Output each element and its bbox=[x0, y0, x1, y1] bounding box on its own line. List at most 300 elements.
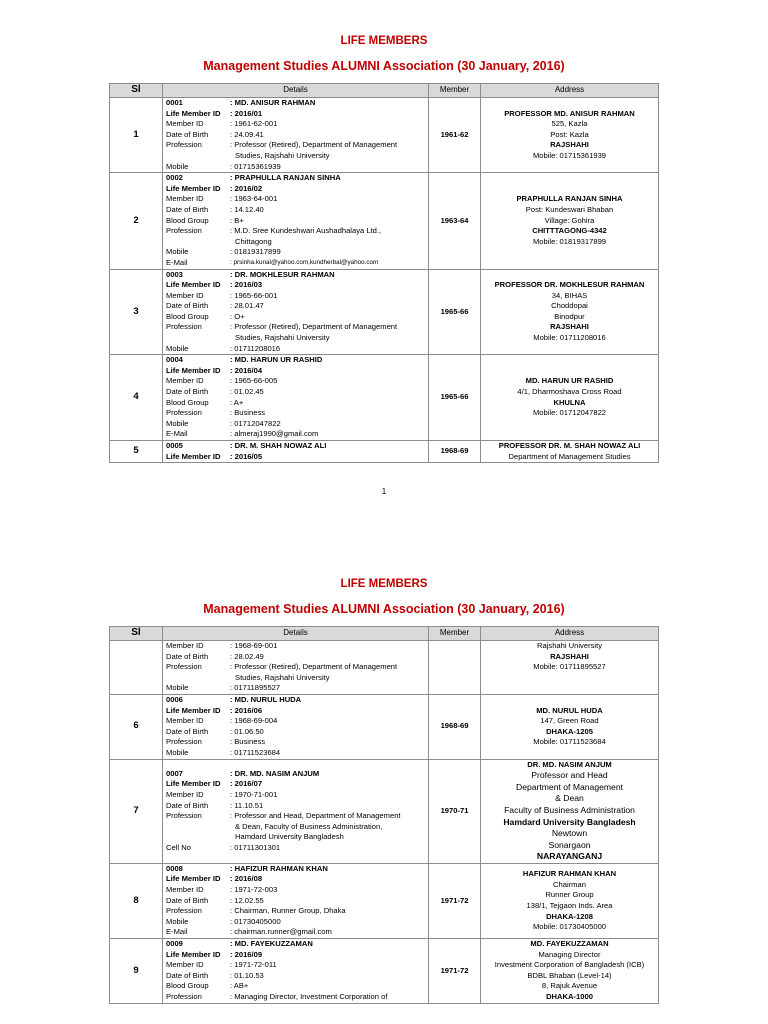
address-line: MD. NURUL HUDA bbox=[536, 705, 603, 715]
detail-line bbox=[166, 280, 428, 291]
detail-value: : MD. NURUL HUDA bbox=[230, 694, 302, 704]
detail-label: E-Mail bbox=[166, 257, 188, 267]
row-address bbox=[481, 863, 659, 938]
detail-line bbox=[166, 216, 428, 227]
detail-line bbox=[166, 939, 428, 950]
detail-label: Member ID bbox=[166, 885, 204, 895]
detail-line bbox=[166, 130, 428, 141]
detail-value: : 01711523684 bbox=[230, 747, 281, 757]
detail-line bbox=[166, 173, 428, 184]
row-address bbox=[481, 173, 659, 269]
address-line: Post: Kazla bbox=[550, 129, 589, 139]
detail-line bbox=[166, 355, 428, 366]
detail-value: : chairman.runner@gmail.com bbox=[230, 927, 332, 937]
page-subtitle: Management Studies ALUMNI Association (30 January, 2016) bbox=[203, 602, 565, 616]
detail-label: E-Mail bbox=[166, 927, 188, 937]
detail-label: Date of Birth bbox=[166, 800, 209, 810]
detail-label: Blood Group bbox=[166, 981, 209, 991]
row-sl: 4 bbox=[110, 355, 163, 441]
address-line: Newtown bbox=[551, 828, 588, 839]
detail-label: Life Member ID bbox=[166, 451, 221, 461]
detail-line bbox=[166, 874, 428, 885]
detail-value: : Professor (Retired), Department of Management bbox=[230, 140, 398, 150]
detail-line bbox=[166, 790, 428, 801]
detail-line bbox=[166, 429, 428, 440]
row-details bbox=[163, 269, 429, 355]
detail-line bbox=[166, 950, 428, 961]
address-line: HAFIZUR RAHMAN KHAN bbox=[522, 869, 617, 879]
detail-value: : HAFIZUR RAHMAN KHAN bbox=[230, 863, 328, 873]
detail-line-cont bbox=[166, 237, 428, 248]
detail-value: : 1971-72-003 bbox=[230, 885, 278, 895]
address-line: Mobile: 01711895527 bbox=[533, 662, 606, 672]
detail-value: : DR. MOKHLESUR RAHMAN bbox=[230, 269, 335, 279]
detail-line bbox=[166, 140, 428, 151]
row-sl: 2 bbox=[110, 173, 163, 269]
detail-value: : 14.12.40 bbox=[230, 204, 264, 214]
document-page-2 bbox=[0, 572, 768, 1024]
detail-value: : Managing Director, Investment Corporation of bbox=[230, 992, 388, 1001]
detail-label: Date of Birth bbox=[166, 895, 209, 905]
detail-label: Member ID bbox=[166, 960, 204, 970]
detail-line-cont bbox=[166, 333, 428, 344]
row-sl: 8 bbox=[110, 863, 163, 938]
header-sl: Sl bbox=[110, 627, 163, 641]
address-line: Investment Corporation of Bangladesh (ICB) bbox=[494, 960, 645, 970]
address-line: Binodpur bbox=[554, 311, 585, 321]
detail-value: : 1963-64-001 bbox=[230, 194, 278, 204]
detail-label-spacer bbox=[166, 832, 230, 843]
detail-label-spacer bbox=[166, 822, 230, 833]
detail-value: : O+ bbox=[230, 311, 245, 321]
detail-value: : 1965-66-005 bbox=[230, 376, 278, 386]
table-row bbox=[110, 269, 659, 355]
detail-label: Member ID bbox=[166, 290, 204, 300]
detail-line bbox=[166, 98, 428, 109]
detail-label: Profession bbox=[166, 737, 202, 747]
table-row bbox=[110, 641, 659, 695]
detail-label: 0003 bbox=[166, 269, 183, 279]
detail-value: : DR. M. SHAH NOWAZ ALI bbox=[230, 441, 327, 450]
address-line: RAJSHAHI bbox=[550, 322, 589, 332]
detail-line bbox=[166, 737, 428, 748]
detail-line bbox=[166, 652, 428, 663]
detail-line bbox=[166, 864, 428, 875]
detail-line bbox=[166, 960, 428, 971]
page-number: 1 bbox=[381, 487, 387, 496]
address-line: Runner Group bbox=[545, 890, 594, 900]
address-line: DHAKA-1000 bbox=[546, 992, 593, 1001]
row-address bbox=[481, 939, 659, 1004]
table-row bbox=[110, 694, 659, 759]
detail-label: 0004 bbox=[166, 355, 183, 365]
address-line: PROFESSOR DR. M. SHAH NOWAZ ALI bbox=[498, 441, 641, 450]
detail-line bbox=[166, 270, 428, 281]
table-row bbox=[110, 939, 659, 1004]
detail-label-spacer bbox=[166, 673, 230, 684]
row-member: 1965-66 bbox=[429, 269, 481, 355]
detail-line bbox=[166, 322, 428, 333]
detail-line bbox=[166, 376, 428, 387]
detail-line bbox=[166, 906, 428, 917]
header-address: Address bbox=[481, 627, 659, 641]
detail-value: : 2016/01 bbox=[230, 108, 263, 118]
address-line: DHAKA-1208 bbox=[546, 911, 593, 921]
detail-label: Date of Birth bbox=[166, 301, 209, 311]
detail-line bbox=[166, 801, 428, 812]
detail-label: Life Member ID bbox=[166, 365, 221, 375]
detail-label: Life Member ID bbox=[166, 705, 221, 715]
row-sl: 7 bbox=[110, 759, 163, 863]
address-line: Mobile: 01711208016 bbox=[533, 333, 606, 343]
detail-value: : 2016/06 bbox=[230, 705, 263, 715]
detail-value: : DR. MD. NASIM ANJUM bbox=[230, 768, 320, 778]
detail-label: Life Member ID bbox=[166, 874, 221, 884]
detail-value: : 11.10.51 bbox=[230, 800, 264, 810]
detail-label: Profession bbox=[166, 140, 202, 150]
detail-label: Date of Birth bbox=[166, 970, 209, 980]
detail-label: Member ID bbox=[166, 716, 204, 726]
page-subtitle: Management Studies ALUMNI Association (30 January, 2016) bbox=[203, 59, 565, 73]
address-line: Department of Management bbox=[515, 781, 623, 792]
row-details bbox=[163, 694, 429, 759]
detail-label: Mobile bbox=[166, 343, 189, 353]
detail-line bbox=[166, 811, 428, 822]
detail-value: : 28.01.47 bbox=[230, 301, 264, 311]
address-line: 8, Rajuk Avenue bbox=[541, 981, 598, 991]
detail-value-cont: Studies, Rajshahi University bbox=[235, 150, 330, 160]
address-line: Sonargaon bbox=[548, 839, 591, 850]
address-line: Mobile: 01715361939 bbox=[532, 150, 607, 160]
detail-value: : 2016/07 bbox=[230, 779, 263, 789]
detail-value: : 01711208016 bbox=[230, 343, 281, 353]
detail-value: : 2016/09 bbox=[230, 949, 263, 959]
row-details bbox=[163, 939, 429, 1004]
address-line: RAJSHAHI bbox=[550, 651, 589, 661]
address-line: Rajshahi University bbox=[537, 641, 602, 650]
row-sl: 9 bbox=[110, 939, 163, 1004]
row-sl: 3 bbox=[110, 269, 163, 355]
detail-value: : Professor and Head, Department of Management bbox=[230, 811, 401, 821]
detail-label: Blood Group bbox=[166, 311, 209, 321]
detail-label: Life Member ID bbox=[166, 949, 221, 959]
members-table bbox=[109, 83, 659, 463]
address-line: MD. FAYEKUZZAMAN bbox=[530, 939, 609, 949]
detail-label: 0009 bbox=[166, 939, 183, 949]
detail-label: Member ID bbox=[166, 119, 204, 129]
detail-line bbox=[166, 205, 428, 216]
detail-label: Profession bbox=[166, 662, 202, 672]
detail-line bbox=[166, 344, 428, 355]
address-line: NARAYANGANJ bbox=[536, 851, 603, 862]
detail-line bbox=[166, 247, 428, 258]
row-details bbox=[163, 173, 429, 269]
table-row bbox=[110, 355, 659, 441]
detail-value: : 1968-69-001 bbox=[230, 641, 278, 650]
detail-line bbox=[166, 662, 428, 673]
row-sl: 1 bbox=[110, 98, 163, 173]
address-line: 138/1, Tejgaon Inds. Area bbox=[526, 900, 613, 910]
detail-value: : B+ bbox=[230, 215, 244, 225]
row-address bbox=[481, 759, 659, 863]
detail-value: : 1971-72-011 bbox=[230, 960, 277, 970]
table-row bbox=[110, 98, 659, 173]
detail-line bbox=[166, 641, 428, 652]
detail-value: : 01730405000 bbox=[230, 916, 281, 926]
address-line: Post: Kundeswari Bhaban bbox=[525, 204, 614, 214]
detail-label: Profession bbox=[166, 226, 202, 236]
detail-value-cont: Chittagong bbox=[235, 236, 272, 246]
detail-line bbox=[166, 291, 428, 302]
detail-value: : Professor (Retired), Department of Management bbox=[230, 322, 398, 332]
detail-value: : Chairman, Runner Group, Dhaka bbox=[230, 906, 346, 916]
detail-label: E-Mail bbox=[166, 429, 188, 439]
address-line: 34, BIHAS bbox=[551, 290, 588, 300]
row-address bbox=[481, 269, 659, 355]
row-address bbox=[481, 694, 659, 759]
detail-value: : 01715361939 bbox=[230, 161, 281, 171]
detail-line bbox=[166, 109, 428, 120]
row-address bbox=[481, 641, 659, 695]
detail-label: 0001 bbox=[166, 98, 183, 107]
detail-line bbox=[166, 194, 428, 205]
detail-line bbox=[166, 162, 428, 173]
detail-value-cont: Studies, Rajshahi University bbox=[235, 672, 330, 682]
address-line: Choddopai bbox=[551, 301, 588, 311]
detail-value-cont: Hamdard University Bangladesh bbox=[235, 832, 344, 842]
detail-line bbox=[166, 843, 428, 854]
detail-label: Profession bbox=[166, 906, 202, 916]
detail-label-spacer bbox=[166, 333, 230, 344]
detail-line bbox=[166, 769, 428, 780]
address-line: Department of Management Studies bbox=[508, 451, 631, 461]
detail-value: : MD. ANISUR RAHMAN bbox=[230, 98, 316, 107]
detail-value: : 2016/08 bbox=[230, 874, 263, 884]
detail-line-cont bbox=[166, 673, 428, 684]
address-line: BDBL Bhaban (Level-14) bbox=[527, 970, 612, 980]
detail-line bbox=[166, 419, 428, 430]
detail-value: : AB+ bbox=[230, 981, 249, 991]
detail-line bbox=[166, 452, 428, 463]
detail-value: : 1965-66-001 bbox=[230, 290, 278, 300]
detail-line bbox=[166, 971, 428, 982]
row-sl: 6 bbox=[110, 694, 163, 759]
row-details bbox=[163, 863, 429, 938]
row-member: 1970-71 bbox=[429, 759, 481, 863]
detail-label: Mobile bbox=[166, 247, 189, 257]
detail-line bbox=[166, 683, 428, 694]
table-header-row bbox=[110, 627, 659, 641]
header-sl: Sl bbox=[110, 84, 163, 98]
members-table bbox=[109, 626, 659, 1004]
header-address: Address bbox=[481, 84, 659, 98]
detail-label: Profession bbox=[166, 992, 202, 1001]
row-address bbox=[481, 441, 659, 463]
detail-value: : MD. HARUN UR RASHID bbox=[230, 355, 323, 365]
detail-label: Cell No bbox=[166, 842, 191, 852]
detail-value: : 01711895527 bbox=[230, 683, 281, 693]
detail-label: 0007 bbox=[166, 768, 183, 778]
detail-value: : 01.06.50 bbox=[230, 726, 264, 736]
detail-label-spacer bbox=[166, 151, 230, 162]
detail-line bbox=[166, 779, 428, 790]
address-line: PROFESSOR DR. MOKHLESUR RAHMAN bbox=[494, 280, 645, 290]
detail-value: : 01712047822 bbox=[230, 418, 281, 428]
table-row bbox=[110, 441, 659, 463]
detail-label: Life Member ID bbox=[166, 280, 221, 290]
address-line: Managing Director bbox=[538, 949, 601, 959]
address-line: DR. MD. NASIM ANJUM bbox=[527, 759, 612, 769]
detail-value-cont: & Dean, Faculty of Business Administration, bbox=[235, 821, 383, 831]
address-line: Professor and Head bbox=[531, 770, 608, 781]
detail-line bbox=[166, 706, 428, 717]
detail-line bbox=[166, 387, 428, 398]
detail-label: Date of Birth bbox=[166, 387, 209, 397]
detail-label: Life Member ID bbox=[166, 183, 221, 193]
detail-line bbox=[166, 885, 428, 896]
detail-label: Member ID bbox=[166, 376, 204, 386]
detail-line-cont bbox=[166, 822, 428, 833]
address-line: Village: Gohira bbox=[544, 215, 595, 225]
detail-value: : 1961-62-001 bbox=[230, 119, 278, 129]
detail-line bbox=[166, 366, 428, 377]
address-line: Chairman bbox=[553, 879, 586, 889]
detail-line bbox=[166, 184, 428, 195]
row-details bbox=[163, 355, 429, 441]
detail-line bbox=[166, 896, 428, 907]
detail-label: Member ID bbox=[166, 194, 204, 204]
header-details: Details bbox=[163, 84, 429, 98]
page-title: LIFE MEMBERS bbox=[340, 578, 428, 590]
detail-value: : almeraj1990@gmail.com bbox=[230, 429, 319, 439]
detail-line bbox=[166, 927, 428, 938]
detail-line bbox=[166, 258, 428, 269]
address-line: DHAKA-1205 bbox=[546, 726, 593, 736]
header-member: Member bbox=[429, 627, 481, 641]
detail-label: Mobile bbox=[166, 747, 189, 757]
detail-value: : 28.02.49 bbox=[230, 651, 264, 661]
address-line: Faculty of Business Administration bbox=[504, 804, 635, 815]
address-line: PROFESSOR MD. ANISUR RAHMAN bbox=[504, 108, 635, 118]
detail-value: : PRAPHULLA RANJAN SINHA bbox=[230, 173, 341, 183]
detail-label: Blood Group bbox=[166, 215, 209, 225]
detail-label: Profession bbox=[166, 322, 202, 332]
detail-value: : 2016/03 bbox=[230, 280, 263, 290]
detail-value: : Business bbox=[230, 408, 266, 418]
detail-label: Blood Group bbox=[166, 397, 209, 407]
address-line: Hamdard University Bangladesh bbox=[503, 816, 636, 827]
address-line: 4/1, Dharmoshava Cross Road bbox=[517, 387, 622, 397]
detail-line bbox=[166, 917, 428, 928]
table-row bbox=[110, 173, 659, 269]
address-line: Mobile: 01711523684 bbox=[533, 737, 606, 747]
detail-value: : MD. FAYEKUZZAMAN bbox=[230, 939, 313, 949]
detail-value: : 24.09.41 bbox=[230, 129, 264, 139]
detail-value: : prsinha.kunal@yahoo.com,kundherbal@yahoo.com bbox=[230, 258, 379, 266]
address-line: PRAPHULLA RANJAN SINHA bbox=[516, 194, 623, 204]
row-details bbox=[163, 98, 429, 173]
row-sl bbox=[110, 641, 163, 695]
detail-line bbox=[166, 748, 428, 759]
address-line: CHITTTAGONG-4342 bbox=[532, 226, 607, 236]
row-sl: 5 bbox=[110, 441, 163, 463]
detail-line bbox=[166, 981, 428, 992]
detail-value: : 1970-71-001 bbox=[230, 790, 278, 800]
detail-label: Date of Birth bbox=[166, 726, 209, 736]
row-member: 1968-69 bbox=[429, 694, 481, 759]
detail-label: Mobile bbox=[166, 418, 189, 428]
address-line: 147, Green Road bbox=[540, 716, 599, 726]
detail-line bbox=[166, 398, 428, 409]
row-member bbox=[429, 641, 481, 695]
address-line: & Dean bbox=[555, 793, 584, 804]
address-line: KHULNA bbox=[553, 397, 586, 407]
address-line: Mobile: 01819317899 bbox=[532, 236, 607, 246]
table-row bbox=[110, 759, 659, 863]
detail-value: : 01819317899 bbox=[230, 247, 281, 257]
header-member: Member bbox=[429, 84, 481, 98]
detail-line bbox=[166, 301, 428, 312]
header-details: Details bbox=[163, 627, 429, 641]
detail-label: Member ID bbox=[166, 641, 204, 650]
detail-label: Life Member ID bbox=[166, 108, 221, 118]
detail-label: Profession bbox=[166, 811, 202, 821]
detail-value: : M.D. Sree Kundeshwari Aushadhalaya Ltd., bbox=[230, 226, 382, 236]
detail-label: Life Member ID bbox=[166, 779, 221, 789]
detail-line bbox=[166, 716, 428, 727]
detail-value: : Professor (Retired), Department of Management bbox=[230, 662, 398, 672]
detail-value: : 1968-69-004 bbox=[230, 716, 278, 726]
detail-line bbox=[166, 441, 428, 452]
detail-value: : 01.10.53 bbox=[230, 970, 264, 980]
row-details bbox=[163, 441, 429, 463]
row-address bbox=[481, 98, 659, 173]
detail-label: Mobile bbox=[166, 916, 189, 926]
detail-value: : Business bbox=[230, 737, 266, 747]
row-member: 1971-72 bbox=[429, 863, 481, 938]
detail-label: Profession bbox=[166, 408, 202, 418]
detail-value: : 01.02.45 bbox=[230, 387, 264, 397]
detail-line bbox=[166, 695, 428, 706]
address-line: Mobile: 01712047822 bbox=[532, 408, 607, 418]
detail-value: : 01711301301 bbox=[230, 842, 281, 852]
detail-value: : 12.02.55 bbox=[230, 895, 264, 905]
detail-label: 0002 bbox=[166, 173, 183, 183]
detail-line bbox=[166, 408, 428, 419]
detail-label: Mobile bbox=[166, 161, 189, 171]
detail-line-cont bbox=[166, 832, 428, 843]
row-member: 1968-69 bbox=[429, 441, 481, 463]
row-member: 1961-62 bbox=[429, 98, 481, 173]
detail-label: Member ID bbox=[166, 790, 204, 800]
detail-value: : A+ bbox=[230, 397, 244, 407]
detail-line bbox=[166, 727, 428, 738]
row-member: 1963-64 bbox=[429, 173, 481, 269]
address-line: RAJSHAHI bbox=[550, 140, 589, 150]
detail-value-cont: Studies, Rajshahi University bbox=[235, 333, 330, 343]
table-header-row bbox=[110, 84, 659, 98]
page-title: LIFE MEMBERS bbox=[340, 35, 428, 47]
row-member: 1971-72 bbox=[429, 939, 481, 1004]
detail-line bbox=[166, 312, 428, 323]
address-line: MD. HARUN UR RASHID bbox=[525, 376, 614, 386]
detail-label: 0005 bbox=[166, 441, 183, 450]
detail-value: : 2016/05 bbox=[230, 451, 263, 461]
detail-label: 0008 bbox=[166, 863, 183, 873]
detail-value: : 2016/04 bbox=[230, 365, 263, 375]
detail-value: : 2016/02 bbox=[230, 183, 263, 193]
row-member: 1965-66 bbox=[429, 355, 481, 441]
